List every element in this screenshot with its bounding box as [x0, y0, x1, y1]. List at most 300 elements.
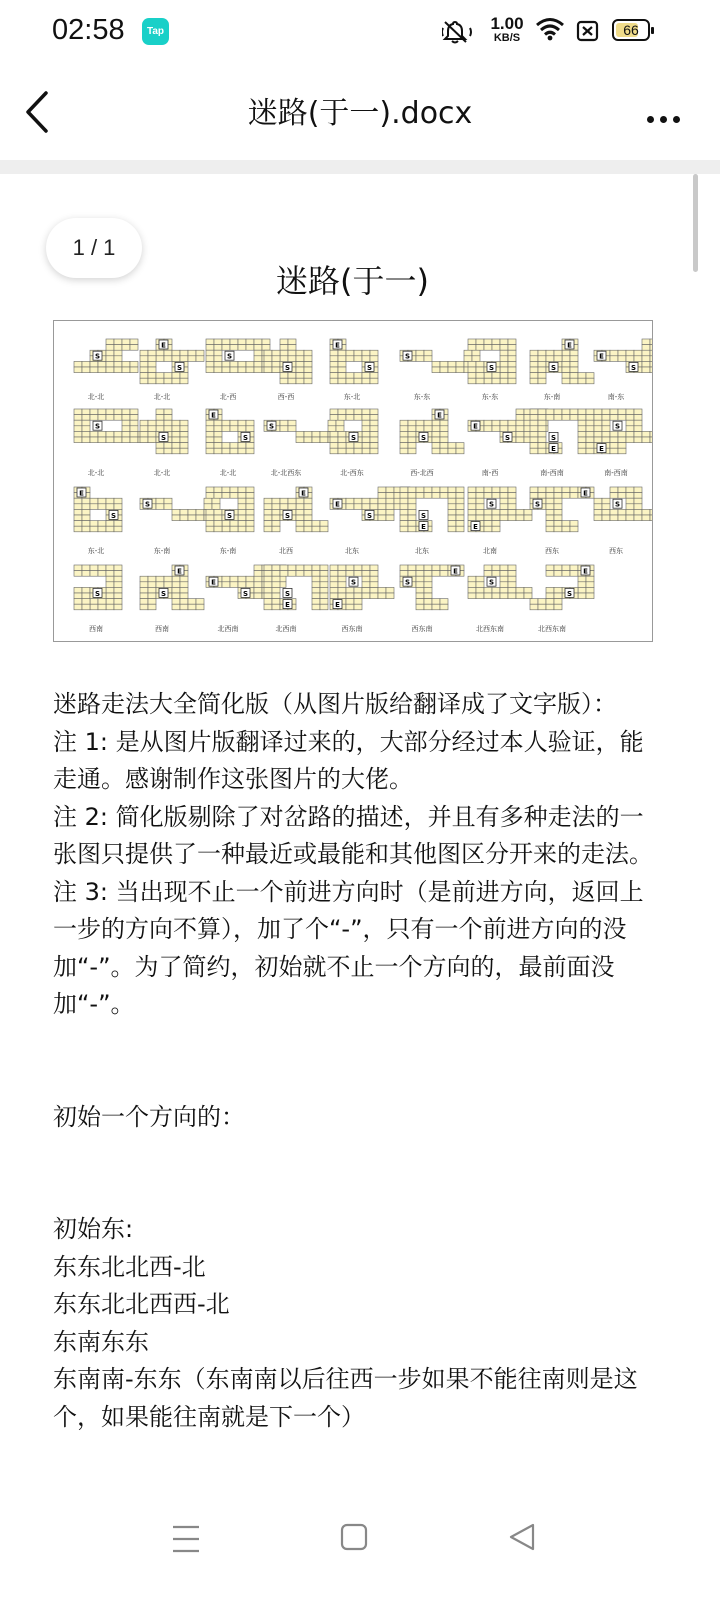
maze-cell [516, 515, 524, 521]
maze-cell [312, 521, 320, 527]
start-marker-letter: S [550, 363, 557, 372]
maze-cell [500, 593, 508, 599]
maze-cell [362, 593, 370, 599]
maze-cell [272, 498, 280, 504]
maze-cell [400, 487, 408, 493]
maze-cell [288, 373, 296, 379]
maze-cell [196, 509, 204, 515]
maze-cell [254, 367, 262, 373]
maze-cell [156, 576, 164, 582]
maze-cell [370, 420, 378, 426]
start-marker-letter: S [534, 500, 541, 509]
maze-cell [492, 515, 500, 521]
maze-cell [180, 350, 188, 356]
maze-cell [634, 431, 642, 437]
end-marker-letter: E [335, 500, 340, 509]
maze-cell [492, 345, 500, 351]
maze-cell [546, 599, 554, 605]
maze-cell [264, 521, 272, 527]
maze-cell [484, 509, 492, 515]
maze-cell [98, 409, 106, 415]
maze-cell [650, 356, 652, 362]
maze-shape [264, 339, 312, 384]
maze-cell [456, 509, 464, 515]
maze-cell [530, 493, 538, 499]
maze-cell [106, 409, 114, 415]
maze-cell [440, 604, 448, 610]
maze-cell [432, 443, 440, 449]
maze-cell [408, 426, 416, 432]
maze-cell [650, 431, 652, 437]
maze-route-label: 东-南 [153, 547, 171, 555]
maze-cell [148, 576, 156, 582]
maze-cell [320, 604, 328, 610]
maze-cell [172, 420, 180, 426]
maze-cell [432, 437, 440, 443]
maze-cell [416, 576, 424, 582]
maze-cell [476, 339, 484, 345]
maze-cell [90, 571, 98, 577]
back-triangle-icon[interactable] [508, 1522, 536, 1556]
maze-cell [650, 339, 652, 345]
maze-cell [272, 504, 280, 510]
maze-cell [570, 409, 578, 415]
maze-cell [336, 426, 344, 432]
maze-cell [272, 521, 280, 527]
maze-cell [484, 378, 492, 384]
maze-cell [538, 437, 546, 443]
maze-cell [370, 356, 378, 362]
maze-cell [280, 339, 288, 345]
maze-cell [330, 409, 338, 415]
maze-cell [214, 426, 222, 432]
maze-cell [448, 504, 456, 510]
maze-shape [330, 565, 394, 610]
maze-cell [546, 350, 554, 356]
maze-cell [280, 426, 288, 432]
maze-cell [90, 367, 98, 373]
maze-cell [386, 504, 394, 510]
maze-cell [206, 448, 214, 454]
maze-cell [346, 350, 354, 356]
maze-cell [586, 437, 594, 443]
maze-cell [602, 426, 610, 432]
maze-cell [362, 409, 370, 415]
maze-cell [346, 593, 354, 599]
maze-cell [164, 373, 172, 379]
maze-cell [586, 443, 594, 449]
maze-cell [90, 565, 98, 571]
start-marker-letter: S [242, 589, 249, 598]
route-line: 东东北北西-北 [53, 1252, 206, 1281]
maze-cell [432, 493, 440, 499]
maze-cell [546, 587, 554, 593]
maze-cell [156, 498, 164, 504]
maze-cell [230, 443, 238, 449]
document-viewer[interactable] [0, 174, 720, 1484]
maze-cell [554, 526, 562, 532]
maze-cell [508, 487, 516, 493]
maze-cell [336, 420, 344, 426]
maze-cell [82, 361, 90, 367]
maze-cell [562, 361, 570, 367]
maze-cell [164, 504, 172, 510]
maze-cell [464, 350, 472, 356]
maze-route-label: 东-南 [219, 547, 237, 555]
maze-cell [98, 361, 106, 367]
start-marker-letter: S [488, 578, 495, 587]
maze-cell [386, 593, 394, 599]
maze-cell [500, 582, 508, 588]
maze-cell [222, 448, 230, 454]
maze-cell [206, 509, 214, 515]
maze-cell [114, 604, 122, 610]
maze-cell [130, 437, 138, 443]
maze-cell [476, 509, 484, 515]
maze-cell [386, 493, 394, 499]
maze-cell [312, 587, 320, 593]
maze-cell [222, 367, 230, 373]
end-marker-letter: E [599, 445, 604, 454]
maze-cell [312, 604, 320, 610]
maze-cell [508, 426, 516, 432]
maze-cell [370, 373, 378, 379]
maze-cell [578, 378, 586, 384]
maze-route-label: 东-南 [543, 393, 561, 401]
maze-cell [448, 361, 456, 367]
maze-cell [288, 356, 296, 362]
maze-cell [338, 593, 346, 599]
maze-cell [362, 420, 370, 426]
maze-cell [288, 504, 296, 510]
maze-cell [570, 378, 578, 384]
start-marker-letter: S [160, 433, 167, 442]
maze-cell [546, 356, 554, 362]
maze-cell [296, 378, 304, 384]
maze-cell [180, 356, 188, 362]
maze-cell [602, 409, 610, 415]
maze-cell [408, 504, 416, 510]
maze-cell [530, 350, 538, 356]
maze-route-label: 南-西南 [540, 469, 564, 477]
maze-cell [188, 350, 196, 356]
maze-cell [562, 409, 570, 415]
maze-cell [448, 509, 456, 515]
maze-cell [272, 582, 280, 588]
maze-cell [416, 599, 424, 605]
maze-cell [370, 565, 378, 571]
maze-cell [492, 426, 500, 432]
maze-cell [246, 361, 254, 367]
maze-cell [578, 373, 586, 379]
maze-route-label: 北西东南 [538, 625, 566, 633]
maze-cell [238, 515, 246, 521]
maze-cell [370, 350, 378, 356]
maze-cell [610, 409, 618, 415]
maze-cell [180, 378, 188, 384]
maze-cell [280, 378, 288, 384]
maze-cell [330, 431, 338, 437]
maze-cell [594, 498, 602, 504]
status-bar [0, 0, 720, 64]
maze-cell [484, 587, 492, 593]
maze-cell [122, 361, 130, 367]
maze-cell [114, 345, 122, 351]
maze-cell [238, 498, 246, 504]
maze-cell [354, 443, 362, 449]
maze-cell [346, 504, 354, 510]
maze-cell [296, 526, 304, 532]
maze-cell [214, 367, 222, 373]
maze-cell [456, 443, 464, 449]
maze-cell [610, 493, 618, 499]
maze-cell [546, 593, 554, 599]
maze-cell [338, 571, 346, 577]
maze-cell [230, 426, 238, 432]
maze-cell [82, 415, 90, 421]
paragraph-intro: 迷路走法大全简化版（从图片版给翻译成了文字版）： [53, 690, 617, 718]
maze-cell [106, 604, 114, 610]
maze-cell [618, 509, 626, 515]
maze-cell [222, 426, 230, 432]
maze-cell [204, 504, 212, 510]
maze-cell [156, 448, 164, 454]
maze-cell [230, 448, 238, 454]
maze-cell [338, 576, 346, 582]
maze-cell [82, 521, 90, 527]
maze-cell [264, 526, 272, 532]
wifi-icon [535, 17, 565, 45]
maze-cell [114, 361, 122, 367]
maze-shape [594, 409, 652, 454]
maze-cell [114, 498, 122, 504]
maze-cell [180, 373, 188, 379]
maze-cell [328, 420, 336, 426]
maze-cell [508, 587, 516, 593]
maze-cell [280, 498, 288, 504]
maze-cell [570, 415, 578, 421]
maze-cell [500, 515, 508, 521]
maze-cell [222, 521, 230, 527]
maze-cell [122, 437, 130, 443]
maze-cell [330, 367, 338, 373]
maze-cell [312, 565, 320, 571]
maze-cell [180, 593, 188, 599]
maze-cell [304, 361, 312, 367]
maze-cell [500, 493, 508, 499]
maze-cell [130, 361, 138, 367]
maze-cell [304, 378, 312, 384]
maze-cell [330, 593, 338, 599]
maze-cell [180, 420, 188, 426]
maze-cell [346, 373, 354, 379]
maze-cell [354, 599, 362, 605]
maze-cell [74, 604, 82, 610]
maze-cell [272, 571, 280, 577]
maze-cell [546, 487, 554, 493]
maze-cell [570, 487, 578, 493]
maze-cell [148, 356, 156, 362]
maze-cell [106, 498, 114, 504]
maze-cell [476, 367, 484, 373]
maze-cell [156, 350, 164, 356]
maze-cell [508, 356, 516, 362]
maze-route-label: 北-北 [153, 393, 171, 401]
maze-cell [370, 576, 378, 582]
maze-cell [578, 415, 586, 421]
maze-cell [246, 515, 254, 521]
maze-cell [280, 350, 288, 356]
maze-cell [74, 437, 82, 443]
maze-cell [230, 526, 238, 532]
maze-cell [456, 361, 464, 367]
battery-level: 66 [623, 22, 639, 38]
maze-cell [538, 409, 546, 415]
home-icon[interactable] [340, 1522, 368, 1556]
maze-cell [650, 367, 652, 373]
maze-cell [130, 409, 138, 415]
maze-cell [408, 515, 416, 521]
start-marker-letter: S [176, 363, 183, 372]
maze-cell [578, 409, 586, 415]
network-speed-unit: KB/S [493, 32, 521, 44]
maze-cell [516, 415, 524, 421]
maze-cell [122, 420, 130, 426]
maze-cell [448, 448, 456, 454]
maze-cell [626, 431, 634, 437]
maze-cell [148, 350, 156, 356]
maze-cell [320, 593, 328, 599]
maze-cell [254, 593, 262, 599]
maze-cell [370, 443, 378, 449]
maze-cell [98, 565, 106, 571]
maze-cell [626, 437, 634, 443]
maze-cell [456, 521, 464, 527]
maze-cell [400, 426, 408, 432]
maze-cell [262, 339, 270, 345]
maze-cell [476, 504, 484, 510]
maze-cell [538, 487, 546, 493]
maze-cell [288, 350, 296, 356]
maze-cell [468, 576, 476, 582]
maze-cell [468, 509, 476, 515]
maze-cell [594, 437, 602, 443]
maze-cell [476, 361, 484, 367]
maze-cell [312, 571, 320, 577]
maze-cell [602, 415, 610, 421]
maze-cell [578, 426, 586, 432]
maze-cell [610, 448, 618, 454]
maze-cell [538, 493, 546, 499]
maze-cell [570, 565, 578, 571]
maze-cell [562, 571, 570, 577]
maze-cell [468, 587, 476, 593]
maze-cell [280, 373, 288, 379]
system-navigation-bar [0, 1484, 720, 1600]
maze-cell [530, 426, 538, 432]
maze-cell [238, 367, 246, 373]
clock: 02:58 [52, 14, 125, 46]
maze-cell [626, 493, 634, 499]
maze-cell [400, 443, 408, 449]
maze-cell [546, 565, 554, 571]
start-marker-letter: S [630, 363, 637, 372]
mute-icon [442, 20, 476, 48]
maze-cell [156, 373, 164, 379]
maze-cell [156, 415, 164, 421]
maze-cell [400, 498, 408, 504]
maze-cell [206, 431, 214, 437]
more-options-icon[interactable] [641, 108, 680, 127]
maze-cell [304, 526, 312, 532]
maze-cell [140, 378, 148, 384]
maze-cell [626, 356, 634, 362]
maze-cell [312, 437, 320, 443]
maze-cell [148, 373, 156, 379]
start-marker-letter: S [284, 511, 291, 520]
maze-cell [538, 367, 546, 373]
maze-cell [386, 509, 394, 515]
maze-cell [448, 493, 456, 499]
maze-cell [578, 420, 586, 426]
end-marker-letter: E [211, 578, 216, 587]
maze-cell [114, 593, 122, 599]
maze-cell [164, 448, 172, 454]
maze-cell [610, 350, 618, 356]
blank-space [53, 1024, 653, 1099]
maze-cell [214, 487, 222, 493]
maze-cell [346, 356, 354, 362]
maze-cell [114, 437, 122, 443]
maze-cell [650, 509, 652, 515]
maze-cell [288, 426, 296, 432]
maze-cell [586, 409, 594, 415]
maze-cell [320, 576, 328, 582]
maze-cell [554, 498, 562, 504]
maze-cell [508, 582, 516, 588]
maze-cell [362, 565, 370, 571]
maze-cell [196, 515, 204, 521]
maze-cell [400, 431, 408, 437]
start-marker-letter: S [268, 422, 275, 431]
maze-cell [320, 437, 328, 443]
maze-cell [432, 367, 440, 373]
maze-cell [500, 498, 508, 504]
menu-icon[interactable] [172, 1524, 200, 1558]
maze-cell [416, 582, 424, 588]
maze-cell [304, 565, 312, 571]
maze-cell [140, 431, 148, 437]
maze-cell [140, 587, 148, 593]
maze-cell [610, 515, 618, 521]
maze-cell [230, 576, 238, 582]
maze-cell [346, 378, 354, 384]
end-marker-letter: E [285, 601, 290, 610]
maze-cell [634, 493, 642, 499]
maze-cell [362, 373, 370, 379]
maze-cell [642, 431, 650, 437]
maze-cell [246, 345, 254, 351]
maze-cell [188, 509, 196, 515]
maze-cell [304, 509, 312, 515]
maze-cell [554, 504, 562, 510]
maze-cell [214, 521, 222, 527]
maze-cell [320, 587, 328, 593]
maze-shape [400, 409, 464, 454]
maze-cell [468, 582, 476, 588]
maze-cell [338, 350, 346, 356]
maze-cell [164, 582, 172, 588]
